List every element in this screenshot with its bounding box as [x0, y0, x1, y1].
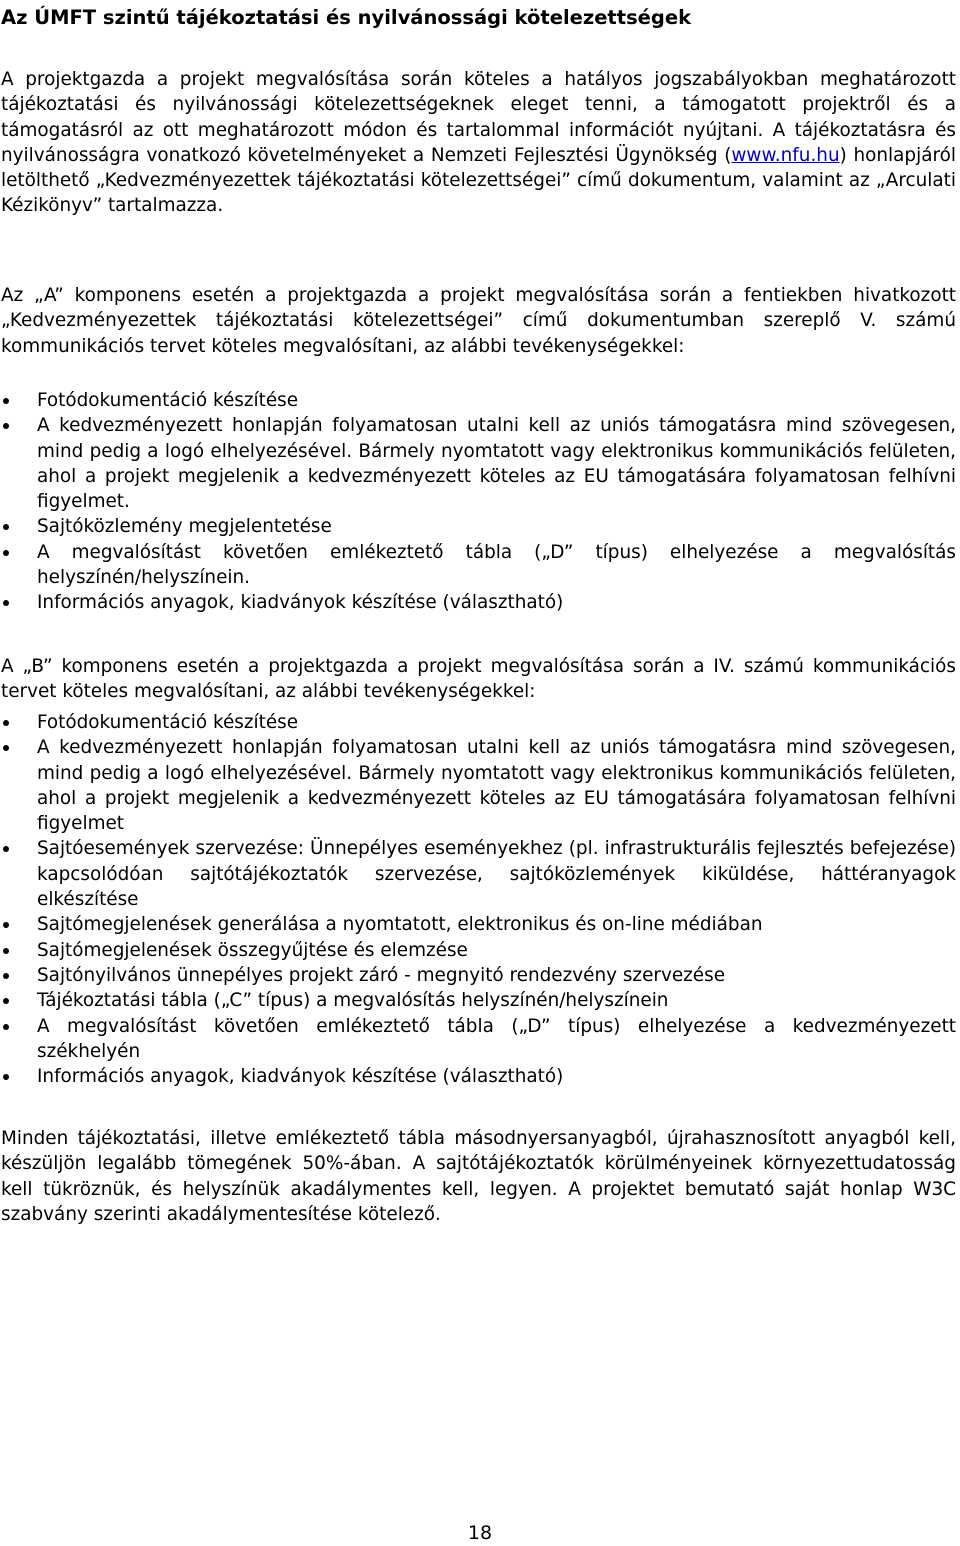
nfu-link[interactable]: www.nfu.hu	[731, 144, 840, 166]
list-item: A kedvezményezett honlapján folyamatosan utalni kell az uniós támogatásra mind szövegesen, mind pedig a logó elhelyezésével. Bármely nyomtatott vagy elektronikus kommunikációs felületen, ahol a projekt megjelenik a kedvezményezett köteles az EU támogatására folyamatosan felhívni figyelmet	[1, 735, 956, 836]
list-item: Sajtóesemények szervezése: Ünnepélyes eseményekhez (pl. infrastrukturális fejlesztés befejezése) kapcsolódóan sajtótájékoztatók szervezése, sajtóközlemények kiküldése, háttéranyagok elkészítése	[1, 836, 956, 912]
list-item: Tájékoztatási tábla („C” típus) a megvalósítás helyszínén/helyszínein	[1, 988, 956, 1013]
list-item: Információs anyagok, kiadványok készítése (választható)	[1, 590, 956, 615]
intro-text-before-link: A projektgazda a projekt megvalósítása során köteles a hatályos jogszabályokban meghatározott tájékoztatási és nyilvánossági kötelezettségeknek eleget tenni, a támogatott projektről és a támogatásról az ott meghatározott módon és tartalommal információt nyújtani. A tájékoztatásra és nyilvánosságra vonatkozó követelményeket a Nemzeti Fejlesztési Ügynökség (	[1, 69, 956, 166]
component-a-paragraph: Az „A” komponens esetén a projektgazda a projekt megvalósítása során a fentiekben hivatkozott „Kedvezményezettek tájékoztatási kötelezettségei” című dokumentumban szereplő V. számú kommunikációs tervet köteles megvalósítani, az alábbi tevékenységekkel:	[1, 285, 956, 357]
list-item: Sajtómegjelenések generálása a nyomtatott, elektronikus és on-line médiában	[1, 912, 956, 937]
list-item: Sajtómegjelenések összegyűjtése és elemzése	[1, 938, 956, 963]
component-a-activity-list	[1, 388, 956, 616]
list-item: Információs anyagok, kiadványok készítése (választható)	[1, 1064, 956, 1089]
component-b-paragraph: A „B” komponens esetén a projektgazda a projekt megvalósítása során a IV. számú kommunikációs tervet köteles megvalósítani, az alábbi tevékenységekkel:	[1, 656, 956, 703]
page-number: 18	[467, 1522, 493, 1544]
list-item: Fotódokumentáció készítése	[1, 388, 956, 413]
list-item: Fotódokumentáció készítése	[1, 710, 956, 735]
list-item: Sajtónyilvános ünnepélyes projekt záró - megnyitó rendezvény szervezése	[1, 963, 956, 988]
list-item: A megvalósítást követően emlékeztető tábla („D” típus) elhelyezése a megvalósítás helyszínén/helyszínein.	[1, 540, 956, 591]
component-b-activity-list	[1, 710, 956, 1089]
list-item: Sajtóközlemény megjelentetése	[1, 514, 956, 539]
list-item: A megvalósítást követően emlékeztető tábla („D” típus) elhelyezése a kedvezményezett székhelyén	[1, 1014, 956, 1065]
intro-text-after-link: ) honlapjáról letölthető „Kedvezményezettek tájékoztatási kötelezettségei” című dokumentum, valamint az „Arculati Kézikönyv” tartalmazza.	[1, 144, 956, 217]
closing-paragraph: Minden tájékoztatási, illetve emlékeztető tábla másodnyersanyagból, újrahasznosított anyagból kell, készüljön legalább tömegének 50%-ában. A sajtótájékoztatók körülményeinek környezettudatosság kell tükröznük, és helyszínük akadálymentes kell, legyen. A projektet bemutató saját honlap W3C szabvány szerinti akadálymentesítése kötelező.	[1, 1128, 956, 1225]
section-heading: Az ÚMFT szintű tájékoztatási és nyilvánossági kötelezettségek	[1, 6, 692, 29]
intro-paragraph	[1, 67, 956, 219]
list-item: A kedvezményezett honlapján folyamatosan utalni kell az uniós támogatásra mind szövegesen, mind pedig a logó elhelyezésével. Bármely nyomtatott vagy elektronikus kommunikációs felületen, ahol a projekt megjelenik a kedvezményezett köteles az EU támogatására folyamatosan felhívni figyelmet.	[1, 413, 956, 514]
